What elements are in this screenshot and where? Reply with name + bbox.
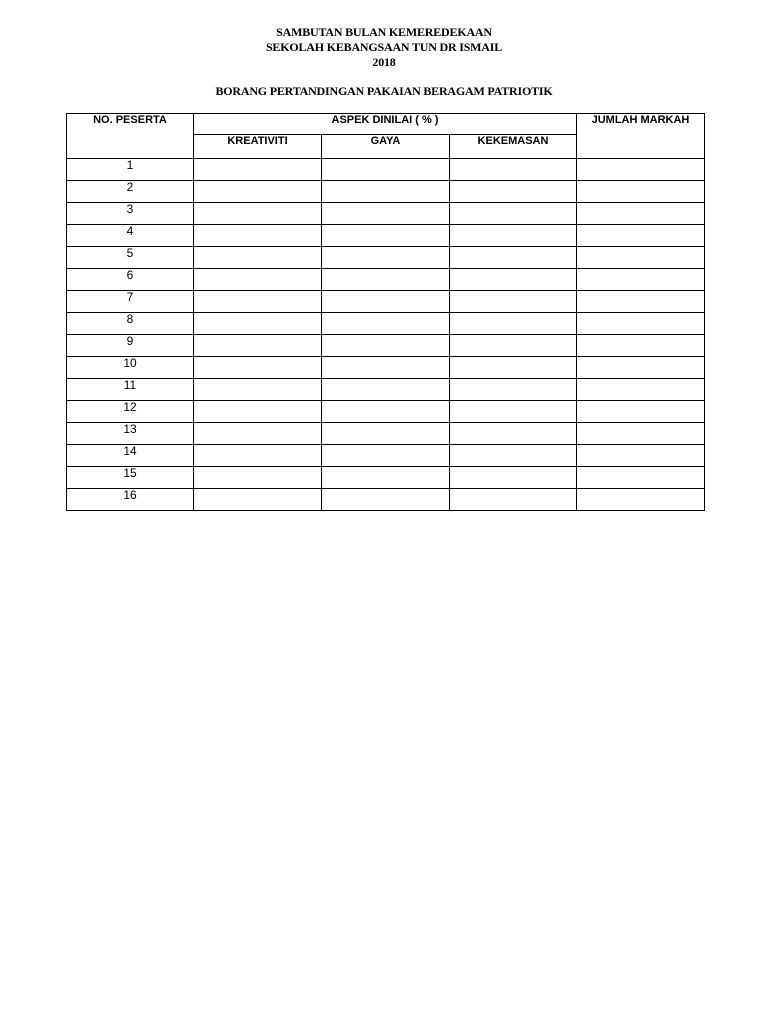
table-row	[67, 225, 705, 247]
participant-number: 5	[67, 247, 194, 269]
kekemasan-cell[interactable]	[450, 225, 577, 247]
kekemasan-cell[interactable]	[450, 159, 577, 181]
gaya-cell[interactable]	[322, 379, 450, 401]
participant-number: 7	[67, 291, 194, 313]
gaya-cell[interactable]	[322, 313, 450, 335]
kekemasan-cell[interactable]	[450, 357, 577, 379]
jumlah-markah-cell[interactable]	[577, 247, 705, 269]
table-row	[67, 401, 705, 423]
table-row	[67, 291, 705, 313]
header-kreativiti: KREATIVITI	[194, 135, 322, 159]
gaya-cell[interactable]	[322, 181, 450, 203]
participant-number: 16	[67, 489, 194, 511]
table-row	[67, 159, 705, 181]
jumlah-markah-cell[interactable]	[577, 269, 705, 291]
kreativiti-cell[interactable]	[194, 335, 322, 357]
kreativiti-cell[interactable]	[194, 269, 322, 291]
gaya-cell[interactable]	[322, 225, 450, 247]
gaya-cell[interactable]	[322, 269, 450, 291]
kekemasan-cell[interactable]	[450, 445, 577, 467]
gaya-cell[interactable]	[322, 247, 450, 269]
participant-number: 11	[67, 379, 194, 401]
jumlah-markah-cell[interactable]	[577, 159, 705, 181]
header-aspek-dinilai: ASPEK DINILAI ( % )	[194, 114, 577, 135]
header-gaya: GAYA	[322, 135, 450, 159]
kreativiti-cell[interactable]	[194, 225, 322, 247]
kekemasan-cell[interactable]	[450, 313, 577, 335]
table-row	[67, 467, 705, 489]
participant-number: 13	[67, 423, 194, 445]
gaya-cell[interactable]	[322, 445, 450, 467]
table-row	[67, 181, 705, 203]
kreativiti-cell[interactable]	[194, 313, 322, 335]
kreativiti-cell[interactable]	[194, 467, 322, 489]
table-row	[67, 203, 705, 225]
score-table	[66, 113, 705, 511]
participant-number: 8	[67, 313, 194, 335]
table-row	[67, 335, 705, 357]
header-school-name: SEKOLAH KEBANGSAAN TUN DR ISMAIL	[265, 40, 503, 54]
jumlah-markah-cell[interactable]	[577, 313, 705, 335]
kreativiti-cell[interactable]	[194, 181, 322, 203]
kekemasan-cell[interactable]	[450, 247, 577, 269]
kekemasan-cell[interactable]	[450, 291, 577, 313]
gaya-cell[interactable]	[322, 159, 450, 181]
header-kekemasan: KEKEMASAN	[450, 135, 577, 159]
kekemasan-cell[interactable]	[450, 181, 577, 203]
jumlah-markah-cell[interactable]	[577, 401, 705, 423]
gaya-cell[interactable]	[322, 335, 450, 357]
gaya-cell[interactable]	[322, 467, 450, 489]
form-title: BORANG PERTANDINGAN PAKAIAN BERAGAM PATRIOTIK	[215, 84, 553, 98]
table-row	[67, 269, 705, 291]
kreativiti-cell[interactable]	[194, 247, 322, 269]
gaya-cell[interactable]	[322, 489, 450, 511]
jumlah-markah-cell[interactable]	[577, 489, 705, 511]
jumlah-markah-cell[interactable]	[577, 379, 705, 401]
participant-number: 2	[67, 181, 194, 203]
kekemasan-cell[interactable]	[450, 379, 577, 401]
kreativiti-cell[interactable]	[194, 445, 322, 467]
jumlah-markah-cell[interactable]	[577, 181, 705, 203]
table-row	[67, 379, 705, 401]
kreativiti-cell[interactable]	[194, 291, 322, 313]
kreativiti-cell[interactable]	[194, 379, 322, 401]
kreativiti-cell[interactable]	[194, 159, 322, 181]
kekemasan-cell[interactable]	[450, 467, 577, 489]
participant-number: 1	[67, 159, 194, 181]
jumlah-markah-cell[interactable]	[577, 467, 705, 489]
table-header-row	[67, 114, 705, 135]
jumlah-markah-cell[interactable]	[577, 291, 705, 313]
kreativiti-cell[interactable]	[194, 203, 322, 225]
participant-number: 15	[67, 467, 194, 489]
header-no-peserta: NO. PESERTA	[67, 114, 194, 159]
kreativiti-cell[interactable]	[194, 401, 322, 423]
gaya-cell[interactable]	[322, 357, 450, 379]
gaya-cell[interactable]	[322, 203, 450, 225]
kreativiti-cell[interactable]	[194, 357, 322, 379]
participant-number: 4	[67, 225, 194, 247]
header-event-title: SAMBUTAN BULAN KEMEREDEKAAN	[276, 25, 492, 39]
table-row	[67, 423, 705, 445]
kreativiti-cell[interactable]	[194, 489, 322, 511]
kekemasan-cell[interactable]	[450, 489, 577, 511]
participant-number: 12	[67, 401, 194, 423]
kekemasan-cell[interactable]	[450, 423, 577, 445]
gaya-cell[interactable]	[322, 401, 450, 423]
table-row	[67, 247, 705, 269]
kekemasan-cell[interactable]	[450, 203, 577, 225]
gaya-cell[interactable]	[322, 423, 450, 445]
header-jumlah-markah: JUMLAH MARKAH	[577, 114, 705, 159]
gaya-cell[interactable]	[322, 291, 450, 313]
kekemasan-cell[interactable]	[450, 335, 577, 357]
jumlah-markah-cell[interactable]	[577, 357, 705, 379]
jumlah-markah-cell[interactable]	[577, 335, 705, 357]
table-row	[67, 357, 705, 379]
participant-number: 14	[67, 445, 194, 467]
participant-number: 10	[67, 357, 194, 379]
jumlah-markah-cell[interactable]	[577, 445, 705, 467]
header-year: 2018	[372, 55, 396, 69]
document-header	[0, 25, 768, 70]
table-row	[67, 445, 705, 467]
kreativiti-cell[interactable]	[194, 423, 322, 445]
participant-number: 9	[67, 335, 194, 357]
participant-number: 3	[67, 203, 194, 225]
kekemasan-cell[interactable]	[450, 269, 577, 291]
table-row	[67, 489, 705, 511]
participant-number: 6	[67, 269, 194, 291]
table-row	[67, 313, 705, 335]
jumlah-markah-cell[interactable]	[577, 423, 705, 445]
jumlah-markah-cell[interactable]	[577, 203, 705, 225]
kekemasan-cell[interactable]	[450, 401, 577, 423]
jumlah-markah-cell[interactable]	[577, 225, 705, 247]
